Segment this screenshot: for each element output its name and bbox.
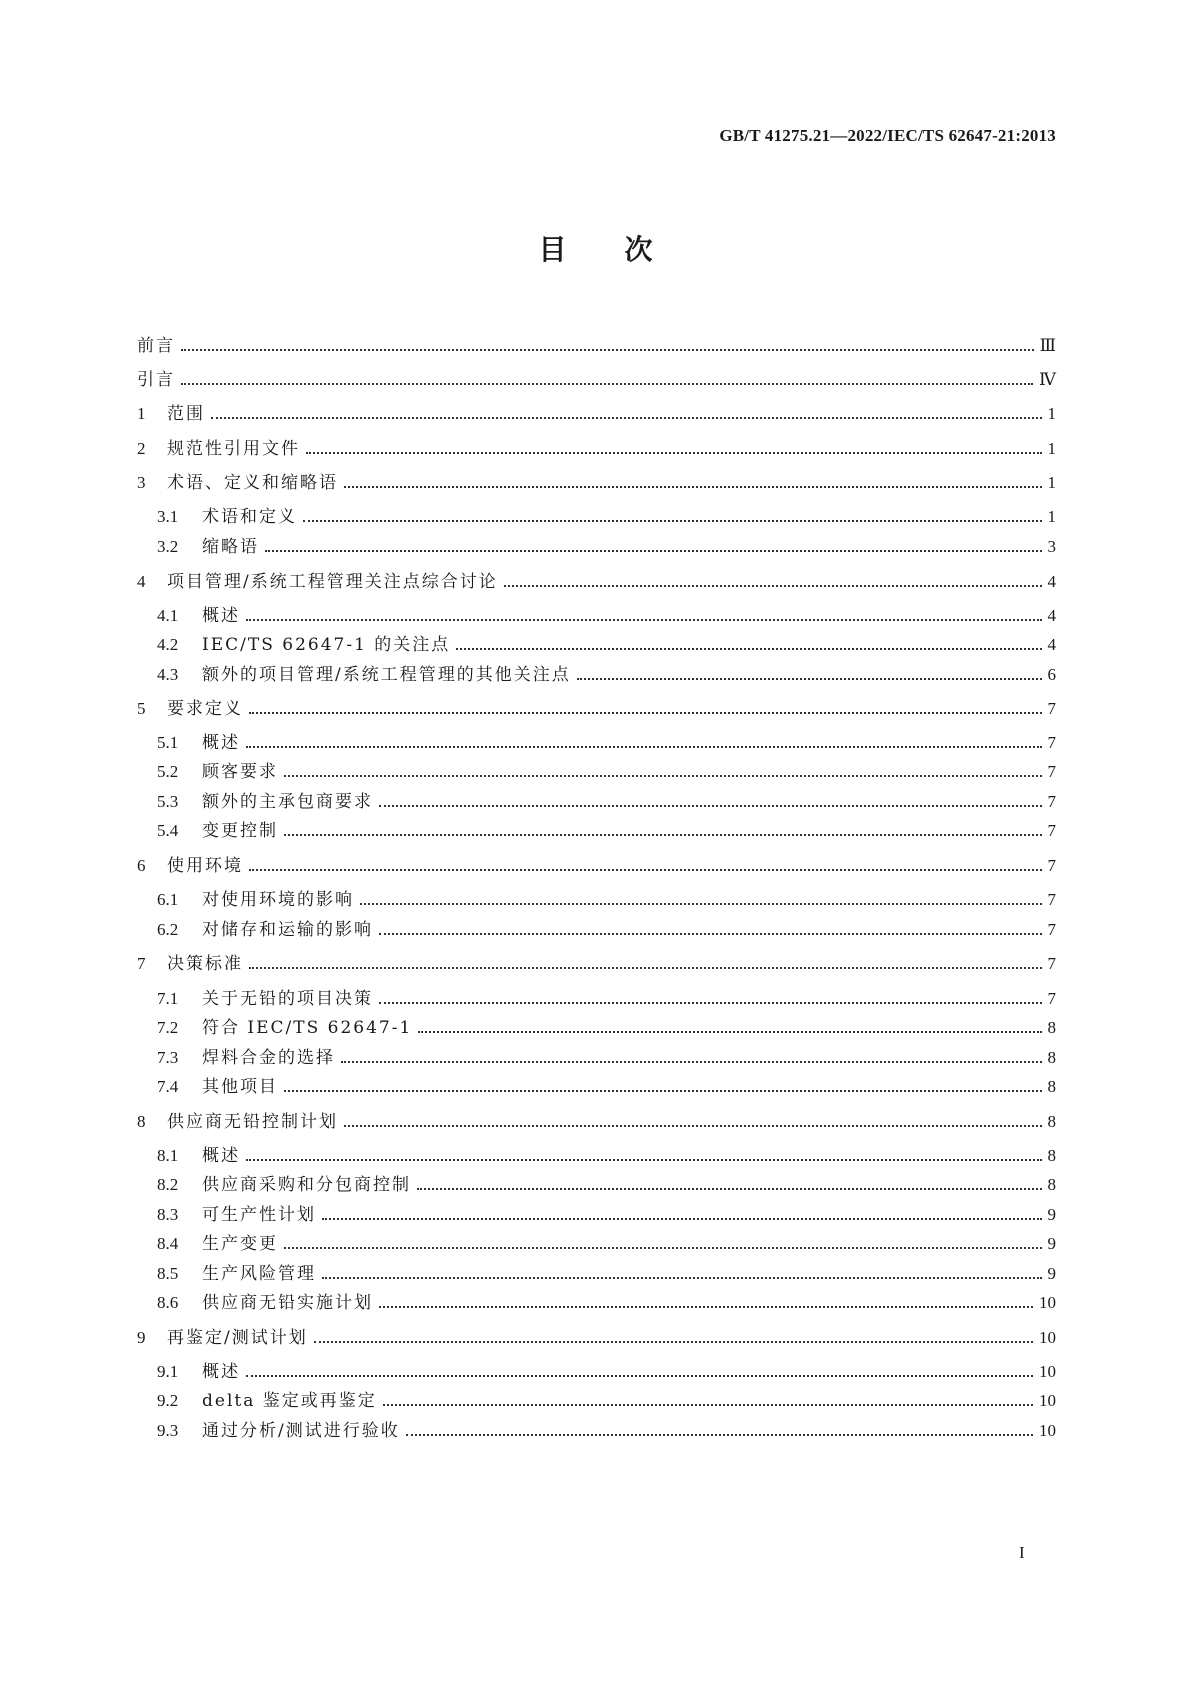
- toc-entry-page: 8: [1047, 1146, 1056, 1165]
- toc-entry-label: 可生产性计划: [202, 1205, 316, 1225]
- toc-entry-page: 7: [1047, 920, 1056, 939]
- toc-entry[interactable]: [137, 851, 1056, 877]
- toc-entry-page: 10: [1039, 1328, 1056, 1347]
- toc-entry[interactable]: [137, 1386, 1056, 1412]
- toc-entry-label: 术语、定义和缩略语: [167, 473, 338, 493]
- toc-entry-page: 7: [1047, 856, 1056, 875]
- toc-dot-leader: [504, 585, 1042, 587]
- toc-entry-page: 9: [1047, 1205, 1056, 1224]
- toc-dot-leader: [211, 417, 1042, 419]
- toc-entry-label: 概述: [202, 1146, 240, 1166]
- toc-entry[interactable]: [137, 532, 1056, 558]
- toc-entry-number: 7.1: [157, 989, 179, 1008]
- toc-entry-number: 8: [137, 1112, 146, 1131]
- toc-dot-leader: [379, 1306, 1033, 1308]
- toc-entry-label: 范围: [167, 404, 205, 424]
- toc-entry-page: Ⅳ: [1039, 370, 1056, 389]
- toc-entry-page: 7: [1047, 954, 1056, 973]
- toc-entry-page: 4: [1047, 606, 1056, 625]
- toc-entry-label: 术语和定义: [202, 507, 297, 527]
- toc-entry[interactable]: [137, 399, 1056, 425]
- toc-entry[interactable]: [137, 915, 1056, 941]
- toc-dot-leader: [246, 1159, 1042, 1161]
- toc-entry-label: 缩略语: [202, 537, 259, 557]
- toc-dot-leader: [379, 1002, 1042, 1004]
- toc-dot-leader: [246, 619, 1042, 621]
- toc-entry[interactable]: [137, 984, 1056, 1010]
- toc-entry-label: 对使用环境的影响: [202, 890, 354, 910]
- toc-dot-leader: [344, 486, 1042, 488]
- toc-entry-number: 9.2: [157, 1391, 179, 1410]
- toc-entry-number: 9.1: [157, 1362, 179, 1381]
- toc-entry-label: 额外的主承包商要求: [202, 792, 373, 812]
- toc-dot-leader: [577, 678, 1042, 680]
- toc-entry[interactable]: [137, 1072, 1056, 1098]
- toc-entry[interactable]: [137, 1229, 1056, 1255]
- toc-entry-page: 3: [1047, 537, 1056, 556]
- toc-entry-label: 规范性引用文件: [167, 439, 300, 459]
- toc-entry-label: 前言: [137, 336, 175, 356]
- toc-entry-label: 通过分析/测试进行验收: [202, 1421, 400, 1441]
- toc-dot-leader: [456, 648, 1041, 650]
- toc-entry[interactable]: [137, 502, 1056, 528]
- toc-dot-leader: [246, 746, 1042, 748]
- toc-entry-number: 5.3: [157, 792, 179, 811]
- toc-entry-page: 9: [1047, 1234, 1056, 1253]
- toc-entry-number: 5.4: [157, 821, 179, 840]
- page-title: 目次: [538, 233, 711, 266]
- toc-dot-leader: [246, 1375, 1033, 1377]
- toc-entry[interactable]: [137, 694, 1056, 720]
- toc-entry-label: 生产变更: [202, 1234, 278, 1254]
- toc-entry-page: 1: [1047, 507, 1056, 526]
- toc-entry[interactable]: [137, 885, 1056, 911]
- toc-dot-leader: [379, 933, 1042, 935]
- toc-dot-leader: [303, 520, 1042, 522]
- toc-dot-leader: [284, 775, 1042, 777]
- toc-entry-page: 8: [1047, 1077, 1056, 1096]
- toc-entry-page: 7: [1047, 989, 1056, 1008]
- toc-entry[interactable]: [137, 365, 1056, 391]
- toc-entry-label: 概述: [202, 733, 240, 753]
- toc-entry[interactable]: [137, 331, 1056, 357]
- toc-entry-page: 4: [1047, 635, 1056, 654]
- toc-entry-number: 2: [137, 439, 146, 458]
- toc-entry-number: 8.1: [157, 1146, 179, 1165]
- toc-entry-page: 8: [1047, 1175, 1056, 1194]
- toc-dot-leader: [322, 1218, 1042, 1220]
- toc-entry-number: 5: [137, 699, 146, 718]
- toc-entry[interactable]: [137, 1013, 1056, 1039]
- toc-dot-leader: [322, 1277, 1042, 1279]
- toc-entry-number: 8.6: [157, 1293, 179, 1312]
- toc-entry-label: 供应商采购和分包商控制: [202, 1175, 411, 1195]
- toc-entry-label: 再鉴定/测试计划: [167, 1328, 308, 1348]
- toc-dot-leader: [406, 1434, 1033, 1436]
- toc-entry-number: 9: [137, 1328, 146, 1347]
- toc-entry-label: 变更控制: [202, 821, 278, 841]
- toc-entry[interactable]: [137, 601, 1056, 627]
- toc-entry[interactable]: [137, 949, 1056, 975]
- toc-entry-label: 符合 IEC/TS 62647-1: [202, 1018, 413, 1038]
- toc-entry-label: 其他项目: [202, 1077, 278, 1097]
- toc-entry-label: 顾客要求: [202, 762, 278, 782]
- toc-entry[interactable]: [137, 660, 1056, 686]
- toc-entry-number: 8.3: [157, 1205, 179, 1224]
- toc-entry-label: 使用环境: [167, 856, 243, 876]
- toc-entry-page: 4: [1047, 572, 1056, 591]
- toc-entry-number: 4.2: [157, 635, 179, 654]
- toc-entry-page: 6: [1047, 665, 1056, 684]
- toc-entry[interactable]: [137, 1200, 1056, 1226]
- toc-entry[interactable]: [137, 630, 1056, 656]
- toc-dot-leader: [249, 869, 1042, 871]
- toc-entry-page: 7: [1047, 699, 1056, 718]
- toc-entry-number: 7.2: [157, 1018, 179, 1037]
- toc-entry[interactable]: [137, 1288, 1056, 1314]
- toc-entry[interactable]: [137, 567, 1056, 593]
- toc-entry[interactable]: [137, 1416, 1056, 1442]
- toc-entry-label: 引言: [137, 370, 175, 390]
- toc-dot-leader: [383, 1404, 1033, 1406]
- toc-entry-label: 概述: [202, 1362, 240, 1382]
- toc-entry-page: 10: [1039, 1391, 1056, 1410]
- toc-dot-leader: [341, 1061, 1042, 1063]
- toc-entry-number: 8.5: [157, 1264, 179, 1283]
- toc-entry-label: 供应商无铅实施计划: [202, 1293, 373, 1313]
- toc-dot-leader: [181, 383, 1033, 385]
- toc-entry-number: 7: [137, 954, 146, 973]
- toc-dot-leader: [249, 967, 1042, 969]
- toc-entry[interactable]: [137, 468, 1056, 494]
- toc-dot-leader: [181, 349, 1034, 351]
- toc-entry-number: 9.3: [157, 1421, 179, 1440]
- toc-entry[interactable]: [137, 1170, 1056, 1196]
- toc-entry-page: 7: [1047, 890, 1056, 909]
- toc-entry-page: Ⅲ: [1039, 336, 1056, 355]
- toc-dot-leader: [417, 1188, 1042, 1190]
- toc-entry-label: 决策标准: [167, 954, 243, 974]
- toc-dot-leader: [284, 834, 1042, 836]
- toc-entry-page: 8: [1047, 1112, 1056, 1131]
- page-number: I: [1019, 1543, 1025, 1562]
- toc-entry[interactable]: [137, 1259, 1056, 1285]
- toc-entry-page: 9: [1047, 1264, 1056, 1283]
- toc-entry-label: 要求定义: [167, 699, 243, 719]
- toc-dot-leader: [306, 452, 1042, 454]
- toc-entry-page: 7: [1047, 733, 1056, 752]
- toc-entry-page: 8: [1047, 1018, 1056, 1037]
- toc-entry-page: 8: [1047, 1048, 1056, 1067]
- toc-entry[interactable]: [137, 1141, 1056, 1167]
- toc-entry-page: 1: [1047, 404, 1056, 423]
- toc-dot-leader: [249, 712, 1042, 714]
- toc-entry-number: 6.1: [157, 890, 179, 909]
- toc-entry[interactable]: [137, 728, 1056, 754]
- toc-entry-number: 3: [137, 473, 146, 492]
- toc-entry-label: 关于无铅的项目决策: [202, 989, 373, 1009]
- toc-dot-leader: [265, 550, 1042, 552]
- toc-entry-number: 4: [137, 572, 146, 591]
- toc-entry[interactable]: [137, 1323, 1056, 1349]
- toc-entry[interactable]: [137, 816, 1056, 842]
- toc-entry-page: 10: [1039, 1293, 1056, 1312]
- toc-entry-number: 8.2: [157, 1175, 179, 1194]
- toc-entry-page: 10: [1039, 1421, 1056, 1440]
- standard-code: GB/T 41275.21—2022/IEC/TS 62647-21:2013: [719, 126, 1056, 145]
- toc-entry-label: IEC/TS 62647-1 的关注点: [202, 635, 451, 655]
- toc-dot-leader: [360, 903, 1042, 905]
- toc-entry-label: 供应商无铅控制计划: [167, 1112, 338, 1132]
- toc-entry-page: 7: [1047, 821, 1056, 840]
- toc-entry[interactable]: [137, 1107, 1056, 1133]
- toc-entry-label: 额外的项目管理/系统工程管理的其他关注点: [202, 665, 571, 685]
- toc-entry-number: 7.3: [157, 1048, 179, 1067]
- toc-dot-leader: [418, 1031, 1041, 1033]
- toc-entry-page: 1: [1047, 439, 1056, 458]
- toc-entry-number: 1: [137, 404, 146, 423]
- toc-entry-number: 5.2: [157, 762, 179, 781]
- toc-entry-number: 4.1: [157, 606, 179, 625]
- toc-entry-label: 概述: [202, 606, 240, 626]
- toc-entry[interactable]: [137, 787, 1056, 813]
- toc-entry-number: 3.1: [157, 507, 179, 526]
- toc-entry-number: 3.2: [157, 537, 179, 556]
- toc-entry-label: 项目管理/系统工程管理关注点综合讨论: [167, 572, 498, 592]
- toc-entry-number: 5.1: [157, 733, 179, 752]
- toc-entry[interactable]: [137, 1043, 1056, 1069]
- toc-entry-number: 7.4: [157, 1077, 179, 1096]
- toc-entry-number: 6: [137, 856, 146, 875]
- toc-dot-leader: [379, 805, 1042, 807]
- toc-entry-page: 1: [1047, 473, 1056, 492]
- toc-entry[interactable]: [137, 757, 1056, 783]
- toc-entry-page: 10: [1039, 1362, 1056, 1381]
- toc-entry-number: 4.3: [157, 665, 179, 684]
- toc-entry[interactable]: [137, 434, 1056, 460]
- toc-entry-label: 焊料合金的选择: [202, 1048, 335, 1068]
- toc-entry-label: delta 鉴定或再鉴定: [202, 1391, 377, 1411]
- toc-entry[interactable]: [137, 1357, 1056, 1383]
- toc-entry-page: 7: [1047, 762, 1056, 781]
- toc-dot-leader: [344, 1125, 1042, 1127]
- toc-entry-number: 8.4: [157, 1234, 179, 1253]
- toc-entry-label: 生产风险管理: [202, 1264, 316, 1284]
- toc-dot-leader: [314, 1341, 1033, 1343]
- toc-dot-leader: [284, 1247, 1042, 1249]
- toc-entry-label: 对储存和运输的影响: [202, 920, 373, 940]
- toc-entry-number: 6.2: [157, 920, 179, 939]
- toc-entry-page: 7: [1047, 792, 1056, 811]
- toc-dot-leader: [284, 1090, 1042, 1092]
